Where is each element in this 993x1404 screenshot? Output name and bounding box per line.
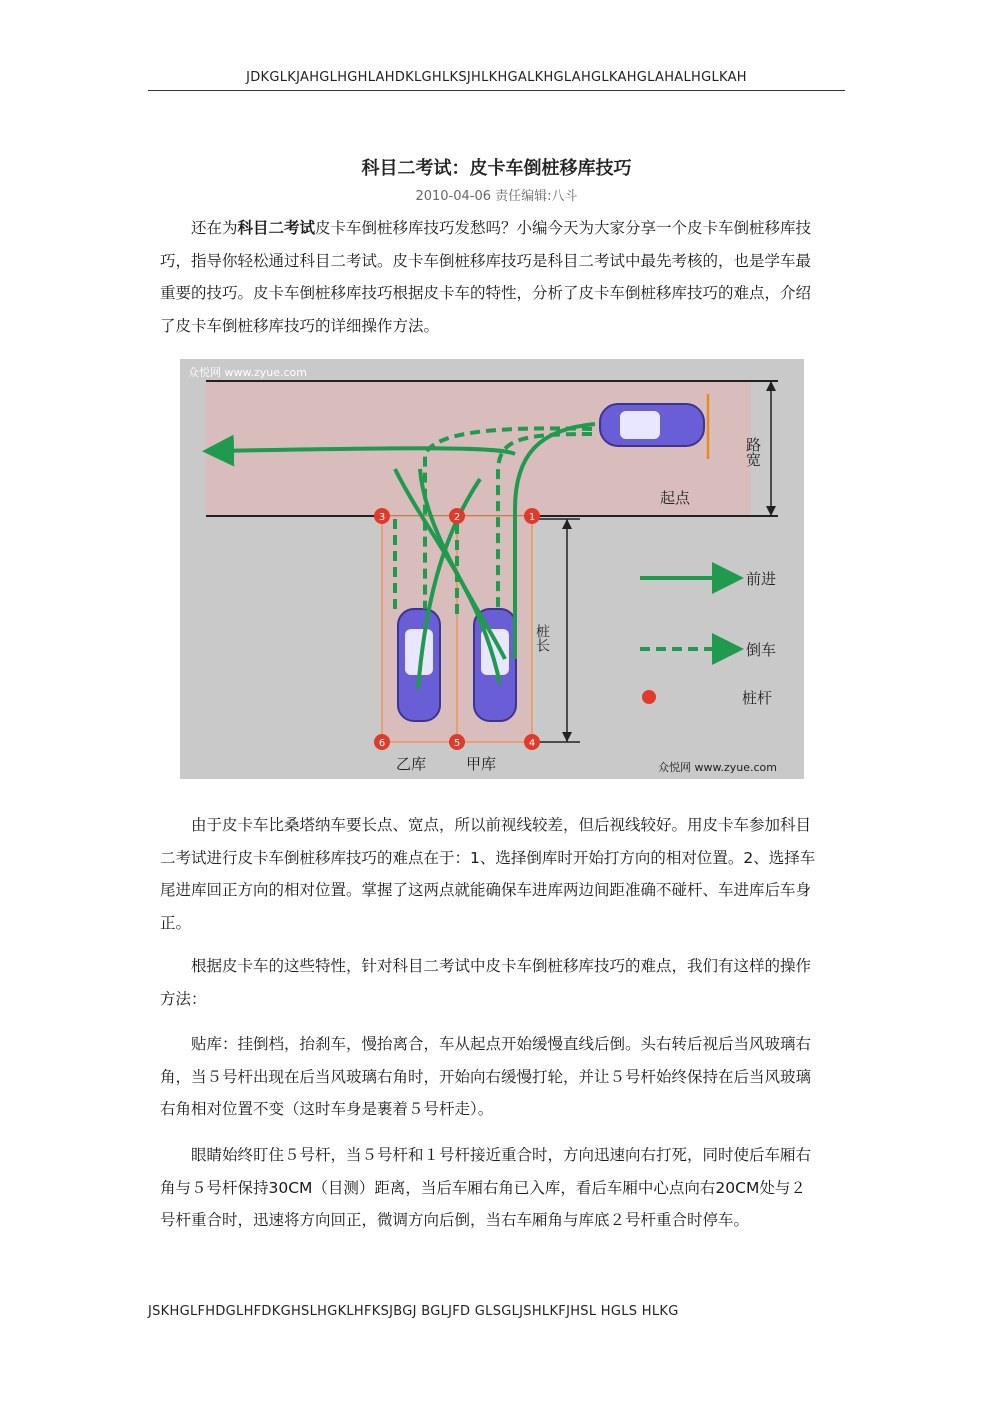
article-title: 科目二考试：皮卡车倒桩移库技巧 [361,158,632,179]
pole-3 [374,508,390,524]
page-header-text: JDKGLKJAHGLHGHLAHDKLGHLKSJHLKHGALKHGLAHGLKAHGLAHALHGLKAH [246,70,747,85]
pole-6 [374,734,390,750]
parking-diagram [180,359,804,779]
pole-5 [449,734,465,750]
label-bay-a: 甲库 [466,755,497,773]
legend-forward-label: 前进 [746,570,777,588]
svg-text:2: 2 [453,512,461,523]
label-stake-length: 桩长 [534,624,550,652]
svg-text:4: 4 [528,738,536,749]
legend [640,570,776,707]
paragraph-2: 根据皮卡车的这些特性，针对科目二考试中皮卡车倒桩移库技巧的难点，我们有这样的操作方法： [160,957,812,1008]
paragraph-3: 贴库：挂倒档，抬刹车，慢抬离合，车从起点开始缓慢直线后倒。头右转后视后当风玻璃右角，当５号杆出现在后当风玻璃右角时，开始向右缓慢打轮，并让５号杆始终保持在后当风玻璃右角相对位置不变（这时车身是裹着５号杆走）。 [160,1035,812,1118]
watermark-top: 众悦网 www.zyue.com [188,366,307,379]
label-road-width: 路宽 [744,437,762,467]
page-footer-text: JSKHGLFHDGLHFDKGHSLHGKLHFKSJBGJ BGLJFD GLSGLJSHLKFJHSL HGLS HLKG [148,1304,679,1319]
intro-paragraph: 还在为科目二考试皮卡车倒桩移库技巧发愁吗？小编今天为大家分享一个皮卡车倒桩移库技巧，指导你轻松通过科目二考试。皮卡车倒桩移库技巧是科目二考试中最先考核的，也是学车最重要的技巧。皮卡车倒桩移库技巧根据皮卡车的特性，分析了皮卡车倒桩移库技巧的难点，介绍了皮卡车倒桩移库技巧的详细操作方法。 [160,219,812,335]
pole-1 [524,508,540,524]
label-start: 起点 [660,489,691,507]
legend-pole-label: 桩杆 [742,689,773,707]
svg-text:5: 5 [453,738,461,749]
label-bay-b: 乙库 [396,755,427,773]
paragraph-4: 眼睛始终盯住５号杆，当５号杆和１号杆接近重合时，方向迅速向右打死，同时使后车厢右角与５号杆保持30CM（目测）距离，当后车厢右角已入库，看后车厢中心点向右20CM处与２号杆重合时，迅速将方向回正，微调方向后倒，当右车厢角与库底２号杆重合时停车。 [160,1146,812,1229]
svg-text:1: 1 [528,512,536,523]
car-at-start [600,404,704,446]
watermark-bottom: 众悦网 www.zyue.com [658,761,777,774]
pole-2 [449,508,465,524]
pole-4 [524,734,540,750]
svg-text:6: 6 [378,738,386,749]
paragraph-1: 由于皮卡车比桑塔纳车要长点、宽点，所以前视线较差，但后视线较好。用皮卡车参加科目二考试进行皮卡车倒桩移库技巧的难点在于：1、选择倒库时开始打方向的相对位置。2、选择车尾进库回正方向的相对位置。掌握了这两点就能确保车进库两边间距准确不碰杆、车进库后车身正。 [160,816,816,932]
header-divider [148,90,845,91]
legend-reverse-label: 倒车 [746,641,777,659]
svg-text:3: 3 [378,512,386,523]
intro-bold-keyword: 科目二考试 [237,219,316,237]
article-meta: 2010-04-06 责任编辑:八斗 [415,189,578,204]
